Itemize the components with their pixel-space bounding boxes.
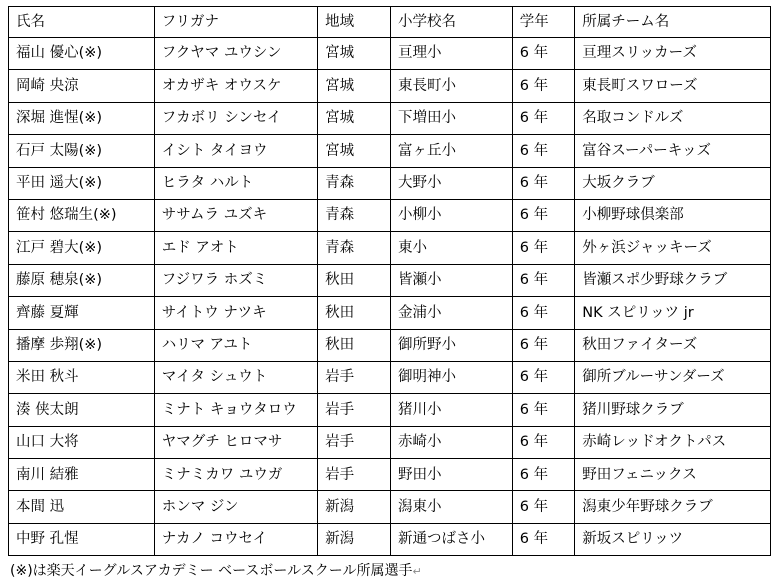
cell-name: 福山 優心(※) — [9, 38, 155, 70]
cell-team: 新坂スピリッツ — [575, 523, 771, 555]
table-row — [9, 297, 771, 329]
table-row — [9, 459, 771, 491]
table-row — [9, 264, 771, 296]
cell-area: 宮城 — [318, 135, 391, 167]
cell-area: 新潟 — [318, 523, 391, 555]
cell-grade: 6 年 — [512, 135, 574, 167]
cell-school: 潟東小 — [391, 491, 513, 523]
cell-team: 外ヶ浜ジャッキーズ — [575, 232, 771, 264]
cell-school: 東長町小 — [391, 70, 513, 102]
table-row — [9, 491, 771, 523]
cell-name: 中野 孔惺 — [9, 523, 155, 555]
cell-school: 東小 — [391, 232, 513, 264]
paragraph-mark-icon: ↵ — [412, 565, 422, 578]
cell-school: 大野小 — [391, 167, 513, 199]
cell-school: 猪川小 — [391, 394, 513, 426]
cell-name: 米田 秋斗 — [9, 361, 155, 393]
cell-grade: 6 年 — [512, 523, 574, 555]
cell-kana: ナカノ コウセイ — [154, 523, 317, 555]
cell-area: 岩手 — [318, 426, 391, 458]
cell-kana: ササムラ ユズキ — [154, 199, 317, 231]
cell-team: NK スピリッツ jr — [575, 297, 771, 329]
table-row — [9, 523, 771, 555]
cell-grade: 6 年 — [512, 297, 574, 329]
cell-grade: 6 年 — [512, 491, 574, 523]
cell-name: 南川 結雅 — [9, 459, 155, 491]
cell-kana: イシト タイヨウ — [154, 135, 317, 167]
table-row — [9, 394, 771, 426]
cell-kana: フカボリ シンセイ — [154, 102, 317, 134]
cell-team: 皆瀬スポ少野球クラブ — [575, 264, 771, 296]
cell-area: 新潟 — [318, 491, 391, 523]
cell-area: 秋田 — [318, 297, 391, 329]
table-row — [9, 361, 771, 393]
header-name: 氏名 — [9, 7, 155, 38]
cell-school: 下増田小 — [391, 102, 513, 134]
cell-area: 岩手 — [318, 361, 391, 393]
cell-kana: フジワラ ホズミ — [154, 264, 317, 296]
cell-area: 青森 — [318, 232, 391, 264]
cell-team: 野田フェニックス — [575, 459, 771, 491]
cell-grade: 6 年 — [512, 361, 574, 393]
cell-grade: 6 年 — [512, 70, 574, 102]
roster-body — [9, 38, 771, 556]
header-kana: フリガナ — [154, 7, 317, 38]
cell-kana: ハリマ アユト — [154, 329, 317, 361]
cell-area: 秋田 — [318, 329, 391, 361]
cell-name: 湊 侠太朗 — [9, 394, 155, 426]
cell-kana: エド アオト — [154, 232, 317, 264]
table-row — [9, 232, 771, 264]
cell-area: 宮城 — [318, 70, 391, 102]
cell-name: 深堀 進惺(※) — [9, 102, 155, 134]
cell-name: 播摩 歩翔(※) — [9, 329, 155, 361]
cell-school: 御明神小 — [391, 361, 513, 393]
table-row — [9, 167, 771, 199]
footnote — [10, 563, 422, 580]
cell-kana: サイトウ ナツキ — [154, 297, 317, 329]
cell-school: 小柳小 — [391, 199, 513, 231]
cell-team: 亘理スリッカーズ — [575, 38, 771, 70]
table-row — [9, 199, 771, 231]
cell-school: 御所野小 — [391, 329, 513, 361]
table-row — [9, 38, 771, 70]
cell-kana: オカザキ オウスケ — [154, 70, 317, 102]
cell-name: 本間 迅 — [9, 491, 155, 523]
cell-school: 新通つばさ小 — [391, 523, 513, 555]
table-row — [9, 329, 771, 361]
cell-school: 亘理小 — [391, 38, 513, 70]
cell-school: 赤崎小 — [391, 426, 513, 458]
cell-team: 御所ブルーサンダーズ — [575, 361, 771, 393]
cell-team: 大坂クラブ — [575, 167, 771, 199]
cell-school: 金浦小 — [391, 297, 513, 329]
table-row — [9, 426, 771, 458]
footnote-text: (※)は楽天イーグルスアカデミー ベースボールスクール所属選手 — [10, 563, 413, 579]
cell-grade: 6 年 — [512, 167, 574, 199]
cell-team: 潟東少年野球クラブ — [575, 491, 771, 523]
cell-grade: 6 年 — [512, 199, 574, 231]
cell-team: 猪川野球クラブ — [575, 394, 771, 426]
cell-name: 岡崎 央涼 — [9, 70, 155, 102]
cell-grade: 6 年 — [512, 394, 574, 426]
table-row — [9, 70, 771, 102]
header-row — [9, 7, 771, 38]
table-row — [9, 135, 771, 167]
cell-grade: 6 年 — [512, 102, 574, 134]
cell-kana: ホンマ ジン — [154, 491, 317, 523]
cell-area: 青森 — [318, 199, 391, 231]
cell-team: 名取コンドルズ — [575, 102, 771, 134]
cell-school: 富ヶ丘小 — [391, 135, 513, 167]
cell-area: 岩手 — [318, 459, 391, 491]
cell-name: 江戸 碧大(※) — [9, 232, 155, 264]
cell-grade: 6 年 — [512, 459, 574, 491]
cell-team: 小柳野球倶楽部 — [575, 199, 771, 231]
cell-area: 宮城 — [318, 102, 391, 134]
cell-kana: ミナト キョウタロウ — [154, 394, 317, 426]
cell-name: 平田 遥大(※) — [9, 167, 155, 199]
cell-area: 秋田 — [318, 264, 391, 296]
cell-grade: 6 年 — [512, 426, 574, 458]
cell-team: 秋田ファイターズ — [575, 329, 771, 361]
cell-area: 宮城 — [318, 38, 391, 70]
cell-kana: ミナミカワ ユウガ — [154, 459, 317, 491]
cell-school: 皆瀬小 — [391, 264, 513, 296]
header-area: 地域 — [318, 7, 391, 38]
cell-name: 藤原 穂泉(※) — [9, 264, 155, 296]
cell-team: 東長町スワローズ — [575, 70, 771, 102]
cell-kana: フクヤマ ユウシン — [154, 38, 317, 70]
cell-name: 山口 大将 — [9, 426, 155, 458]
cell-grade: 6 年 — [512, 329, 574, 361]
cell-grade: 6 年 — [512, 264, 574, 296]
cell-name: 笹村 悠瑞生(※) — [9, 199, 155, 231]
cell-name: 齊藤 夏輝 — [9, 297, 155, 329]
cell-grade: 6 年 — [512, 232, 574, 264]
cell-kana: マイタ シュウト — [154, 361, 317, 393]
roster-table — [8, 6, 771, 556]
header-team: 所属チーム名 — [575, 7, 771, 38]
cell-school: 野田小 — [391, 459, 513, 491]
cell-grade: 6 年 — [512, 38, 574, 70]
cell-kana: ヒラタ ハルト — [154, 167, 317, 199]
table-row — [9, 102, 771, 134]
cell-area: 岩手 — [318, 394, 391, 426]
cell-team: 富谷スーパーキッズ — [575, 135, 771, 167]
cell-kana: ヤマグチ ヒロマサ — [154, 426, 317, 458]
cell-team: 赤崎レッドオクトパス — [575, 426, 771, 458]
header-school: 小学校名 — [391, 7, 513, 38]
cell-name: 石戸 太陽(※) — [9, 135, 155, 167]
cell-area: 青森 — [318, 167, 391, 199]
header-grade: 学年 — [512, 7, 574, 38]
